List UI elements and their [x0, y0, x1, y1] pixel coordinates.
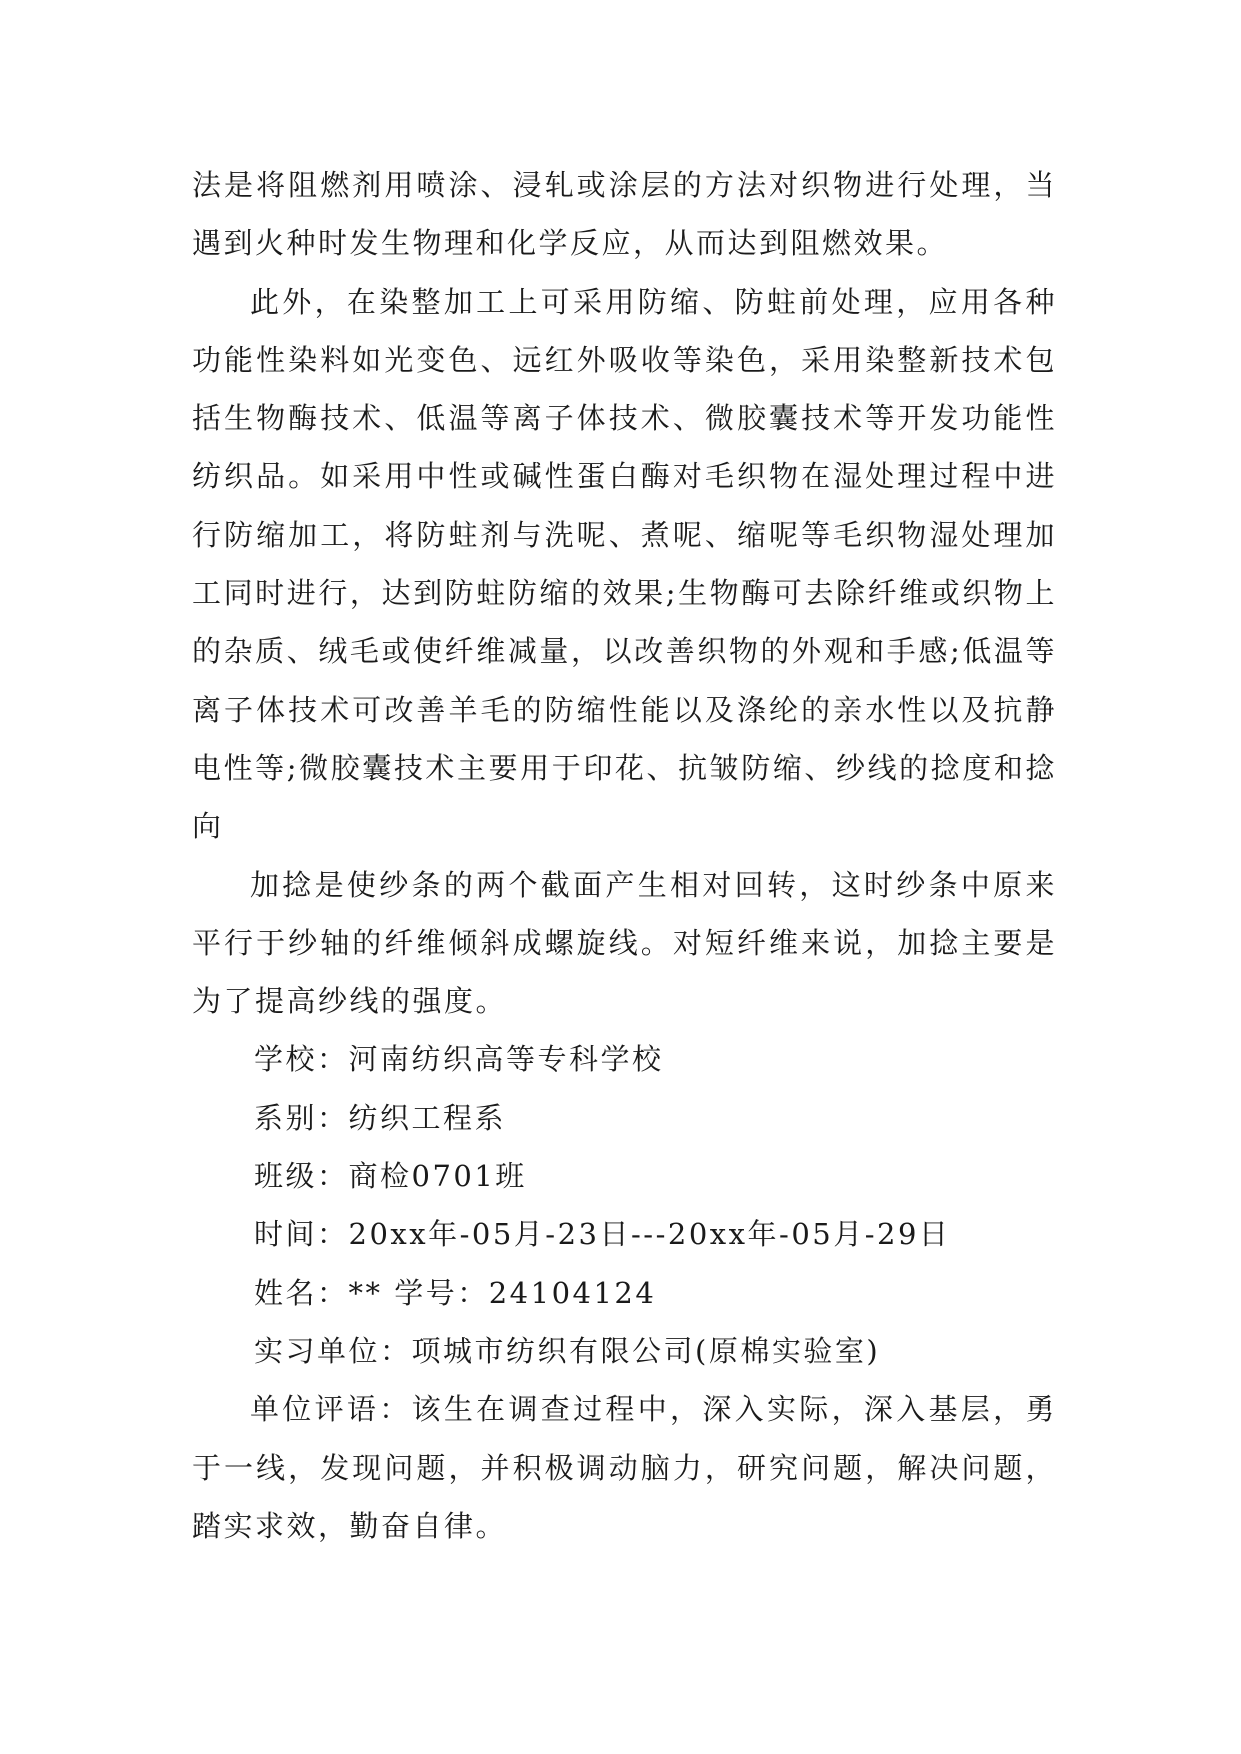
info-school: 学校：河南纺织高等专科学校	[254, 1042, 664, 1077]
info-time: 时间：20xx年-05月-23日---20xx年-05月-29日	[254, 1217, 951, 1252]
paragraph-flame-retardant: 法是将阻燃剂用喷涂、浸轧或涂层的方法对织物进行处理，当遇到火种时发生物理和化学反应，从而达到阻燃效果。	[192, 168, 1057, 261]
info-department: 系别：纺织工程系	[254, 1100, 507, 1135]
info-unit: 实习单位：项城市纺织有限公司(原棉实验室)	[254, 1333, 881, 1368]
paragraph-evaluation: 单位评语：该生在调查过程中，深入实际，深入基层，勇于一线，发现问题，并积极调动脑力，研究问题，解决问题，踏实求效，勤奋自律。	[192, 1392, 1057, 1543]
info-class: 班级：商检0701班	[254, 1159, 527, 1194]
paragraph-twisting: 加捻是使纱条的两个截面产生相对回转，这时纱条中原来平行于纱轴的纤维倾斜成螺旋线。对短纤维来说，加捻主要是为了提高纱线的强度。	[192, 867, 1057, 1019]
info-name-id: 姓名：** 学号：24104124	[254, 1275, 657, 1310]
document-body	[192, 156, 1057, 1555]
paragraph-dyeing-finishing: 此外，在染整加工上可采用防缩、防蛀前处理，应用各种功能性染料如光变色、远红外吸收等染色，采用染整新技术包括生物酶技术、低温等离子体技术、微胶囊技术等开发功能性纺织品。如采用中性或碱性蛋白酶对毛织物在湿处理过程中进行防缩加工，将防蛀剂与洗呢、煮呢、缩呢等毛织物湿处理加工同时进行，达到防蛀防缩的效果;生物酶可去除纤维或织物上的杂质、绒毛或使纤维减量，以改善织物的外观和手感;低温等离子体技术可改善羊毛的防缩性能以及涤纶的亲水性以及抗静电性等;微胶囊技术主要用于印花、抗皱防缩、纱线的捻度和捻向	[192, 284, 1057, 844]
